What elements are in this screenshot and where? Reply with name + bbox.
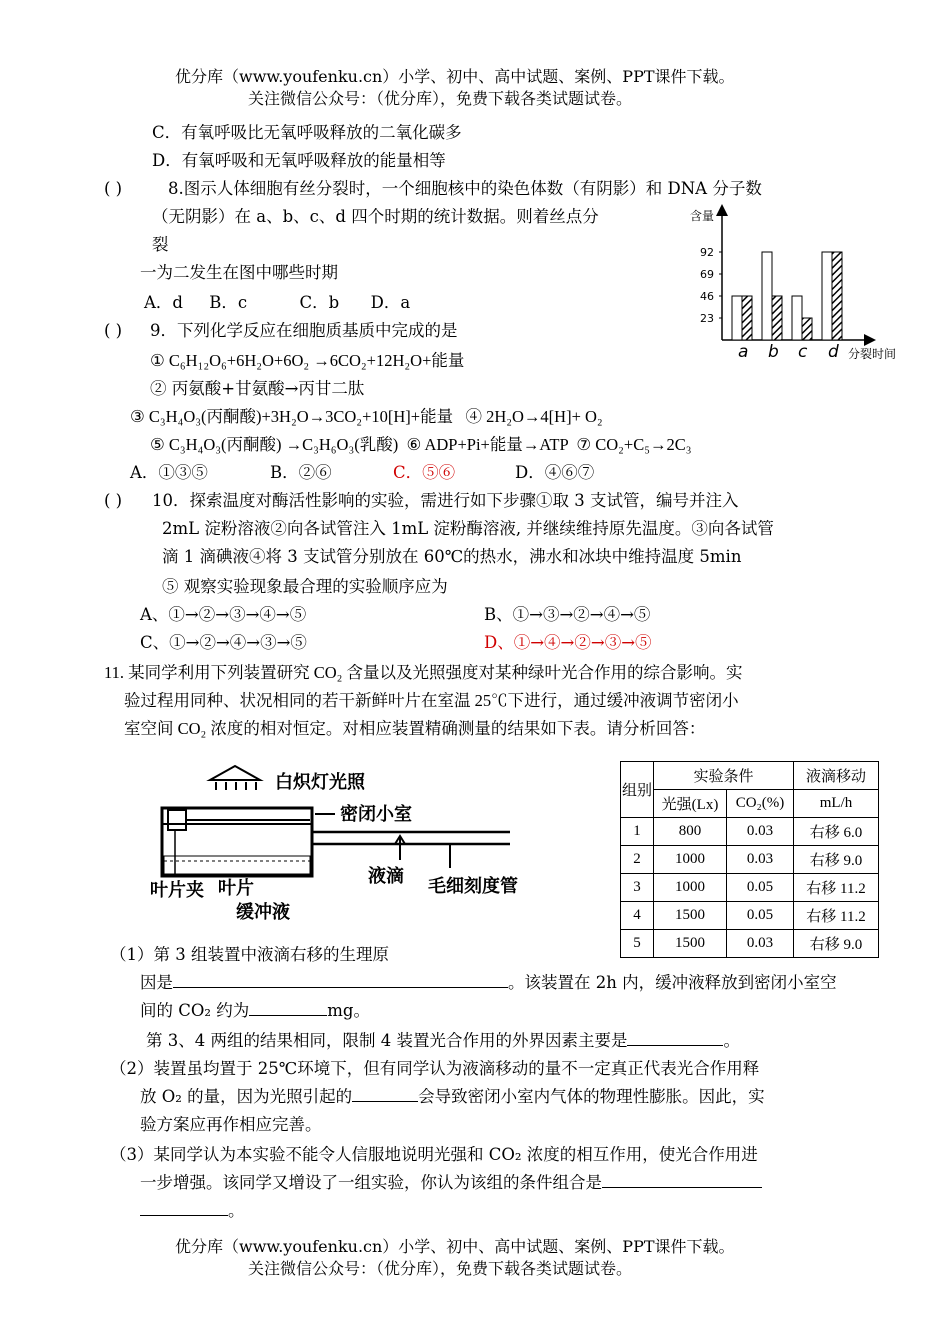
q10-option-c: C、①→②→④→③→⑤ [140, 633, 307, 652]
q11-line-2: 验过程用同种、状况相同的若干新鲜叶片在室温 25℃下进行，通过缓冲液调节密闭小 [124, 691, 739, 710]
q8-bar-chart [680, 200, 910, 370]
answer-blank[interactable] [173, 972, 508, 988]
answer-blank[interactable] [602, 1172, 762, 1188]
header-light: 光强(Lx) [654, 790, 727, 818]
bar-chromosome-d [832, 252, 842, 340]
q11-s3-line-a: （3）某同学认为本实验不能令人信服地说明光强和 CO₂ 浓度的相互作用，使光合作用进 [110, 1145, 758, 1164]
q10-option-a: A、①→②→③→④→⑤ [140, 605, 307, 624]
q11-s1-line-b: 因是 。该装置在 2h 内，缓冲液释放到密闭小室空 [140, 973, 837, 992]
q10-line-4: ⑤ 观察实验现象最合理的实验顺序应为 [162, 577, 448, 596]
table-row: 2 1000 0.03 右移 9.0 [621, 846, 879, 874]
q9-title: 9．下列化学反应在细胞质基质中完成的是 [150, 321, 458, 340]
bar-dna-a [732, 296, 742, 340]
leaf-clip [168, 810, 186, 830]
header-line-2: 关注微信公众号：（优分库），免费下载各类试题试卷。 [248, 89, 633, 108]
y-tick-label: 92 [700, 246, 714, 259]
q9-option-c-answer: C．⑤⑥ [393, 463, 456, 482]
q11-s2-line-a: （2）装置虽均置于 25℃环境下，但有同学认为液滴移动的量不一定真正代表光合作用释 [110, 1059, 760, 1078]
q11-s3-line-c: 。 [140, 1200, 245, 1222]
q8-options: A．d B．c C．b D．a [144, 293, 411, 312]
bar-dna-b [762, 252, 772, 340]
label-room: 密闭小室 [340, 804, 412, 825]
q9-bracket: ( ) [104, 321, 123, 340]
footer-line-1: 优分库（www.youfenku.cn）小学、初中、高中试题、案例、PPT课件下载。 [175, 1237, 735, 1256]
y-tick-label: 23 [700, 312, 714, 325]
header-group: 组别 [621, 762, 654, 818]
q9-reaction-2: ② 丙氨酸+甘氨酸→丙甘二肽 [150, 379, 365, 398]
q11-s3-line-b: 一步增强。该同学又增设了一组实验，你认为该组的条件组合是 [140, 1172, 762, 1194]
table-row: 5 1500 0.03 右移 9.0 [621, 930, 879, 958]
q8-line-4: 一为二发生在图中哪些时期 [140, 263, 338, 282]
label-leaf: 叶片 [218, 878, 254, 899]
chart-x-label: 分裂时间 [848, 347, 897, 361]
buffer-solution [164, 856, 310, 874]
q8-bracket: ( ) [104, 179, 123, 198]
q8-line-2: （无阴影）在 a、b、c、d 四个时期的统计数据。则着丝点分 [152, 207, 599, 226]
label-tube: 毛细刻度管 [428, 876, 518, 897]
x-tick-label-a: a [738, 342, 749, 362]
q9-option-b: B．②⑥ [270, 463, 332, 482]
q11-line-1: 11. 某同学利用下列装置研究 CO₂ 含量以及光照强度对某种绿叶光合作用的综合影响。实 [104, 663, 743, 682]
header-unit: mL/h [794, 790, 879, 818]
q10-bracket: ( ) [104, 491, 123, 510]
table-row: 1 800 0.03 右移 6.0 [621, 818, 879, 846]
header-co2: CO₂(%) [727, 790, 794, 818]
q11-s2-line-c: 验方案应再作相应完善。 [140, 1115, 322, 1134]
bar-chromosome-b [772, 296, 782, 340]
label-drop: 液滴 [368, 866, 404, 887]
q9-reaction-3-4: ③ C₃H₄O₃(丙酮酸)+3H₂O→3CO₂+10[H]+能量 ④ 2H₂O→4[H]+ O₂ [130, 407, 603, 426]
answer-blank[interactable] [352, 1086, 418, 1102]
q10-line-3: 滴 1 滴碘液④将 3 支试管分别放在 60℃的热水，沸水和冰块中维持温度 5min [162, 547, 742, 566]
q9-option-a: A．①③⑤ [130, 463, 208, 482]
q11-line-3: 室空间 CO₂ 浓度的相对恒定。对相应装置精确测量的结果如下表。请分析回答： [124, 719, 706, 738]
x-tick-label-d: d [828, 342, 839, 362]
bar-dna-c [792, 296, 802, 340]
q7-option-c: C．有氧呼吸比无氧呼吸释放的二氧化碳多 [152, 123, 462, 142]
label-buffer: 缓冲液 [236, 902, 290, 923]
bar-chromosome-a [742, 296, 752, 340]
q9-option-d: D．④⑥⑦ [515, 463, 595, 482]
q11-s1-line-a: （1）第 3 组装置中液滴右移的生理原 [110, 945, 389, 964]
answer-blank[interactable] [140, 1200, 228, 1216]
q11-s1-line-c: 间的 CO₂ 约为 mg。 [140, 1001, 370, 1020]
y-tick-label: 69 [700, 268, 714, 281]
q8-line-3: 裂 [152, 235, 169, 254]
y-tick-label: 46 [700, 290, 714, 303]
bar-dna-d [822, 252, 832, 340]
header-drop-move: 液滴移动 [794, 762, 879, 790]
apparatus-diagram [150, 758, 570, 928]
q9-reaction-1: ① C₆H₁₂O₆+6H₂O+6O₂ →6CO₂+12H₂O+能量 [150, 351, 465, 370]
q10-option-d-answer: D、①→④→②→③→⑤ [484, 633, 652, 652]
footer-line-2: 关注微信公众号：（优分库），免费下载各类试题试卷。 [248, 1259, 633, 1278]
q8-line-1: 8.图示人体细胞有丝分裂时，一个细胞核中的染色体数（有阴影）和 DNA 分子数 [168, 179, 762, 198]
answer-blank[interactable] [249, 1000, 327, 1016]
label-lamp: 白炽灯光照 [275, 772, 365, 793]
answer-blank[interactable] [627, 1030, 723, 1046]
q11-s1-line-d: 第 3、4 两组的结果相同，限制 4 装置光合作用的外界因素主要是 。 [146, 1031, 740, 1050]
bar-chromosome-c [802, 318, 812, 340]
table-row: 4 1500 0.05 右移 11.2 [621, 902, 879, 930]
q11-s2-line-b: 放 O₂ 的量，因为光照引起的 会导致密闭小室内气体的物理性膨胀。因此，实 [140, 1087, 765, 1106]
q10-option-b: B、①→③→②→④→⑤ [484, 605, 651, 624]
q9-reaction-5-7: ⑤ C₃H₄O₃(丙酮酸) →C₃H₆O₃(乳酸) ⑥ ADP+Pi+能量→ATP ⑦ CO₂+C₅→2C₃ [150, 435, 692, 454]
q10-line-2: 2mL 淀粉溶液②向各试管注入 1mL 淀粉酶溶液, 并继续维持原先温度。③向各试管 [162, 519, 774, 538]
results-table [620, 761, 879, 958]
header-line-1: 优分库（www.youfenku.cn）小学、初中、高中试题、案例、PPT课件下载。 [175, 67, 735, 86]
header-conditions: 实验条件 [654, 762, 794, 790]
label-clip: 叶片夹 [150, 880, 204, 901]
q10-line-1: 10．探索温度对酶活性影响的实验，需进行如下步骤①取 3 支试管，编号并注入 [152, 491, 739, 510]
q7-option-d: D．有氧呼吸和无氧呼吸释放的能量相等 [152, 151, 446, 170]
table-row: 3 1000 0.05 右移 11.2 [621, 874, 879, 902]
x-tick-label-c: c [798, 342, 808, 362]
chart-y-label: 含量 [690, 209, 715, 223]
lamp-icon [210, 766, 260, 790]
x-tick-label-b: b [768, 342, 779, 362]
